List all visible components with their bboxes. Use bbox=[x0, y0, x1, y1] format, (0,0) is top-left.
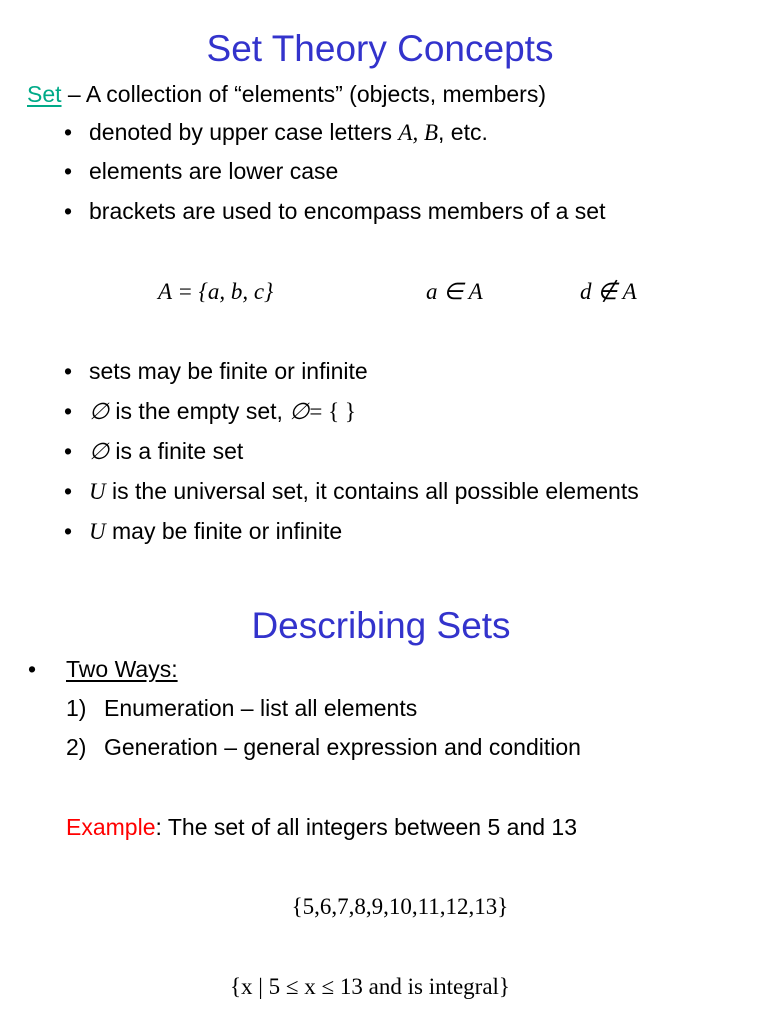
bullet-marker: • bbox=[64, 438, 73, 464]
bullet-marker: • bbox=[64, 119, 73, 145]
bullet-empty-set bbox=[89, 398, 356, 425]
example-term: Example bbox=[66, 814, 156, 840]
non-membership-expression: d ∉ A bbox=[580, 279, 637, 304]
way-generation: Generation – general expression and condition bbox=[104, 734, 581, 760]
enumeration-set: {5,6,7,8,9,10,11,12,13} bbox=[291, 894, 509, 919]
bullet-marker: • bbox=[64, 518, 73, 544]
way-enumeration: Enumeration – list all elements bbox=[104, 695, 418, 721]
two-ways-heading: Two Ways: bbox=[66, 656, 178, 682]
universal-set-symbol: U bbox=[89, 519, 106, 544]
bullet-marker: • bbox=[28, 656, 37, 682]
empty-finite-text: is a finite set bbox=[109, 438, 244, 464]
bullet-universal-set bbox=[89, 478, 639, 505]
example-line bbox=[66, 814, 577, 841]
bullet-denoted-pre: denoted by upper case letters bbox=[89, 119, 399, 145]
membership-expression: a ∈ A bbox=[426, 279, 483, 304]
bullet-finite-infinite: sets may be finite or infinite bbox=[89, 358, 368, 384]
empty-set-symbol: ∅ bbox=[289, 399, 310, 424]
bullet-marker: • bbox=[64, 358, 73, 384]
bullet-marker: • bbox=[64, 398, 73, 424]
set-definition-text: – A collection of “elements” (objects, members) bbox=[61, 81, 547, 107]
slide-title: Set Theory Concepts bbox=[206, 28, 554, 69]
bullet-brackets: brackets are used to encompass members of a set bbox=[89, 198, 606, 224]
empty-set-symbol: ∅ bbox=[89, 439, 110, 464]
empty-set-text: is the empty set, bbox=[109, 398, 290, 424]
generation-set bbox=[0, 974, 754, 1000]
bullet-marker: • bbox=[64, 478, 73, 504]
bullet-marker: • bbox=[64, 158, 73, 184]
way-number: 1) bbox=[66, 695, 87, 721]
upper-case-letters: A, B bbox=[398, 120, 439, 145]
empty-set-equals: = { } bbox=[309, 399, 356, 424]
bullet-marker: • bbox=[64, 198, 73, 224]
set-term-link[interactable]: Set bbox=[27, 81, 62, 107]
universal-set-symbol: U bbox=[89, 479, 106, 504]
universal-set-text: is the universal set, it contains all possible elements bbox=[105, 478, 639, 504]
generation-expression: {x | 5 ≤ x ≤ 13 and is integral} bbox=[230, 974, 510, 999]
bullet-empty-finite bbox=[89, 438, 243, 465]
bullet-denoted-post: , etc. bbox=[438, 119, 488, 145]
bullet-denoted bbox=[89, 119, 488, 146]
set-expression: A = {a, b, c} bbox=[158, 279, 274, 304]
universal-finite-text: may be finite or infinite bbox=[105, 518, 343, 544]
bullet-lowercase: elements are lower case bbox=[89, 158, 339, 184]
slide-title: Describing Sets bbox=[251, 605, 511, 646]
way-number: 2) bbox=[66, 734, 87, 760]
set-definition bbox=[27, 81, 546, 108]
example-text: : The set of all integers between 5 and 13 bbox=[155, 814, 578, 840]
empty-set-symbol: ∅ bbox=[89, 399, 110, 424]
bullet-universal-finite bbox=[89, 518, 342, 545]
